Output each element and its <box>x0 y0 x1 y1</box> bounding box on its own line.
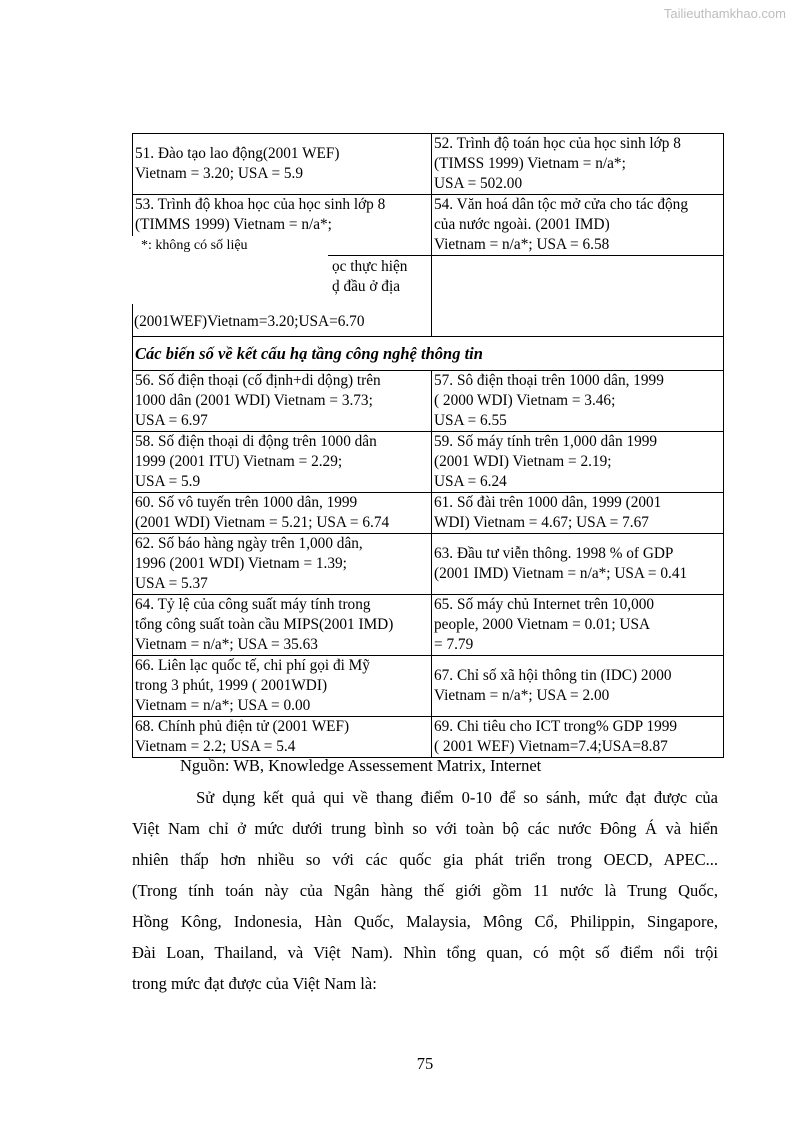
cell-line: 65. Số máy chủ Internet trên 10,000 <box>434 596 655 613</box>
cell-line: 69. Chi tiêu cho ICT trong% GDP 1999 <box>434 718 678 735</box>
page-number: 75 <box>416 1054 434 1073</box>
footnote-overlay <box>128 236 328 304</box>
table-row <box>133 717 724 758</box>
table-cell-left <box>133 656 432 717</box>
cell-line: (TIMMS 1999) Vietnam = n/a*; <box>135 216 332 233</box>
cell-line: 1000 dân (2001 WDI) Vietnam = 3.73; <box>135 392 373 409</box>
table-cell-right <box>432 256 724 337</box>
watermark: Tailieuthamkhao.com <box>663 6 786 21</box>
table-cell-left <box>133 595 432 656</box>
footnote-text: *: không có số liệu <box>141 238 248 253</box>
cell-line: của nước ngoài. (2001 IMD) <box>434 216 610 233</box>
cell-line: USA = 5.9 <box>135 473 201 490</box>
paragraph-line: (Trong tính toán này của Ngân hàng thế giới gồm 11 nước là Trung Quốc, <box>132 881 718 900</box>
cell-line: 1999 (2001 ITU) Vietnam = 2.29; <box>135 453 343 470</box>
cell-line: trong 3 phút, 1999 ( 2001WDI) <box>135 677 328 694</box>
table-cell-right <box>432 717 724 758</box>
cell-line: 66. Liên lạc quốc tế, chi phí gọi đi Mỹ <box>135 657 370 674</box>
cell-fragment: ḑ đầu ở địa <box>332 278 400 295</box>
section-title: Các biến số về kết cấu hạ tầng công nghệ thông tin <box>133 337 724 371</box>
table-row <box>133 595 724 656</box>
table-row <box>133 534 724 595</box>
cell-line: (2001 WDI) Vietnam = 2.19; <box>434 453 612 470</box>
table-cell-right <box>432 493 724 534</box>
cell-line: (2001 WDI) Vietnam = 5.21; USA = 6.74 <box>135 514 390 531</box>
cell-line: 58. Số điện thoại di động trên 1000 dân <box>135 433 377 450</box>
cell-line: (TIMSS 1999) Vietnam = n/a*; <box>434 155 626 172</box>
cell-line: Vietnam = n/a*; USA = 35.63 <box>135 636 318 653</box>
cell-line: 52. Trình độ toán học của học sinh lớp 8 <box>434 135 681 152</box>
cell-line: Vietnam = 2.2; USA = 5.4 <box>135 738 296 755</box>
cell-line: 54. Văn hoá dân tộc mở cửa cho tác động <box>434 196 688 213</box>
cell-line: 60. Số vô tuyến trên 1000 dân, 1999 <box>135 494 358 511</box>
table-row <box>133 493 724 534</box>
table-row <box>133 134 724 195</box>
cell-line: Vietnam = n/a*; USA = 2.00 <box>434 687 610 704</box>
cell-line: 1996 (2001 WDI) Vietnam = 1.39; <box>135 555 347 572</box>
table-cell-right <box>432 656 724 717</box>
cell-line: Vietnam = n/a*; USA = 0.00 <box>135 697 311 714</box>
cell-line: USA = 5.37 <box>135 575 208 592</box>
indicator-table <box>132 133 724 758</box>
cell-line: 61. Số đài trên 1000 dân, 1999 (2001 <box>434 494 662 511</box>
table-cell-right <box>432 534 724 595</box>
cell-line: WDI) Vietnam = 4.67; USA = 7.67 <box>434 514 649 531</box>
cell-line: 59. Số máy tính trên 1,000 dân 1999 <box>434 433 658 450</box>
cell-line: 56. Số điện thoại (cố định+di dộng) trên <box>135 372 381 389</box>
cell-line: USA = 6.24 <box>434 473 507 490</box>
table-cell-left <box>133 134 432 195</box>
cell-line: Vietnam = 3.20; USA = 5.9 <box>135 165 304 182</box>
cell-line: 57. Sô điện thoại trên 1000 dân, 1999 <box>434 372 664 389</box>
table-row <box>133 656 724 717</box>
cell-fragment: (2001WEF)Vietnam=3.20;USA=6.70 <box>134 313 365 330</box>
cell-line: 51. Đào tạo lao động(2001 WEF) <box>135 145 340 162</box>
cell-line: ( 2000 WDI) Vietnam = 3.46; <box>434 392 616 409</box>
cell-line: 63. Đầu tư viễn thông. 1998 % of GDP <box>434 545 674 562</box>
cell-fragment: ọc thực hiện <box>332 258 408 275</box>
paragraph-line: Sử dụng kết quả qui về thang điểm 0-10 để so sánh, mức đạt được của <box>132 788 718 807</box>
cell-line: USA = 6.55 <box>434 412 507 429</box>
table-cell-right <box>432 432 724 493</box>
table-cell-right <box>432 371 724 432</box>
cell-line: 68. Chính phủ điện tử (2001 WEF) <box>135 718 350 735</box>
paragraph-line: nhiên thấp hơn nhiều so với các quốc gia phát triển trong OECD, APEC... <box>132 850 718 869</box>
table-cell-right <box>432 595 724 656</box>
table-cell-left <box>133 371 432 432</box>
cell-line: 53. Trình độ khoa học của học sinh lớp 8 <box>135 196 386 213</box>
table-cell-left <box>133 717 432 758</box>
body-paragraph <box>132 782 718 999</box>
cell-line: USA = 6.97 <box>135 412 208 429</box>
cell-line: 67. Chỉ số xã hội thông tin (IDC) 2000 <box>434 667 672 684</box>
paragraph-line: Hồng Kông, Indonesia, Hàn Quốc, Malaysia, Mông Cổ, Philippin, Singapore, <box>132 912 718 931</box>
table-row <box>133 432 724 493</box>
cell-line: = 7.79 <box>434 636 474 653</box>
cell-line: Vietnam = n/a*; USA = 6.58 <box>434 236 610 253</box>
table-cell-right <box>432 195 724 256</box>
cell-line: (2001 IMD) Vietnam = n/a*; USA = 0.41 <box>434 565 688 582</box>
table-row <box>133 371 724 432</box>
paragraph-line: trong mức đạt được của Việt Nam là: <box>132 974 377 993</box>
table-cell-left <box>133 534 432 595</box>
cell-line: ( 2001 WEF) Vietnam=7.4;USA=8.87 <box>434 738 668 755</box>
section-header-row <box>133 337 724 371</box>
source-note: Nguồn: WB, Knowledge Assessement Matrix, Internet <box>180 756 542 775</box>
cell-line: 62. Số báo hàng ngày trên 1,000 dân, <box>135 535 363 552</box>
cell-line: USA = 502.00 <box>434 175 523 192</box>
cell-line: people, 2000 Vietnam = 0.01; USA <box>434 616 651 633</box>
table-cell-right <box>432 134 724 195</box>
paragraph-line: Việt Nam chỉ ở mức dưới trung bình so với toàn bộ các nước Đông Á và hiển <box>132 819 718 838</box>
cell-line: 64. Tỷ lệ của công suất máy tính trong <box>135 596 371 613</box>
paragraph-line: Đài Loan, Thailand, và Việt Nam). Nhìn tổng quan, có một số điểm nổi trội <box>132 943 718 962</box>
cell-line: tổng công suất toàn cầu MIPS(2001 IMD) <box>135 616 394 633</box>
table-cell-left <box>133 432 432 493</box>
table-cell-left <box>133 493 432 534</box>
